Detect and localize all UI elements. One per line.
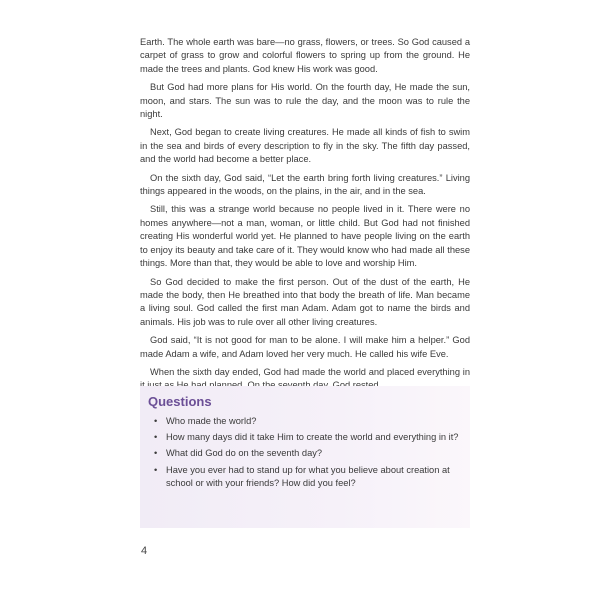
questions-box (140, 386, 470, 528)
bullet-icon: • (154, 448, 158, 459)
story-text (140, 36, 470, 398)
paragraph: Still, this was a strange world because no people lived in it. There were no homes anywhere—not a man, woman, or little child. But God had not finished creating His wonderful world yet. He planned to have people living on the earth to enjoy its beauty and take care of it. They would know who had made all these things. More than that, they would be able to love and worship Him. (140, 204, 470, 269)
bullet-icon: • (154, 464, 158, 475)
bullet-icon: • (154, 416, 158, 426)
paragraph: When the sixth day ended, God had made the world and placed everything in (150, 366, 470, 377)
question-text: Have you ever had to stand up for what you believe about creation at school or with your friends? How did you feel? (166, 464, 450, 488)
paragraph: On the sixth day, God said, “Let the earth bring forth living creatures.” Living things appeared in the woods, on the plains, in the air, and in the sea. (140, 172, 470, 197)
question-item (154, 415, 460, 428)
bullet-icon: • (154, 432, 158, 443)
paragraph: So God decided to make the first person. Out of the dust of the earth, He made the body, then He breathed into that body the breath of life. Man became a living soul. God called the first man Adam. Adam got to name the birds and animals. His job was to rule over all other living creatures. (140, 276, 470, 327)
paragraph: Earth. The whole earth was bare—no grass, flowers, or trees. So God caused a carpet of grass to grow and colorful flowers to spring up from the ground. He made the trees and plants. God knew His work was good. (140, 37, 470, 74)
questions-list (154, 415, 460, 493)
question-text: Who made the world? (166, 416, 257, 426)
question-item (154, 431, 460, 444)
question-item (154, 464, 460, 490)
questions-title: Questions (148, 394, 212, 409)
question-text: How many days did it take Him to create the world and everything in it? (166, 432, 459, 443)
question-item (154, 447, 460, 460)
paragraph: God said, “It is not good for man to be alone. I will make him a helper.” God made Adam a wife, and Adam loved her very much. He called his wife Eve. (140, 335, 470, 359)
paragraph: Next, God began to create living creatures. He made all kinds of fish to swim in the sea and birds of every description to fly in the sky. The fifth day passed, and the world had become a better place. (140, 127, 470, 165)
question-text: What did God do on the seventh day? (166, 448, 323, 459)
page-number: 4 (141, 545, 148, 557)
paragraph: But God had more plans for His world. On the fourth day, He made the sun, moon, and stars. The sun was to rule the day, and the moon was to rule the night. (140, 82, 470, 120)
